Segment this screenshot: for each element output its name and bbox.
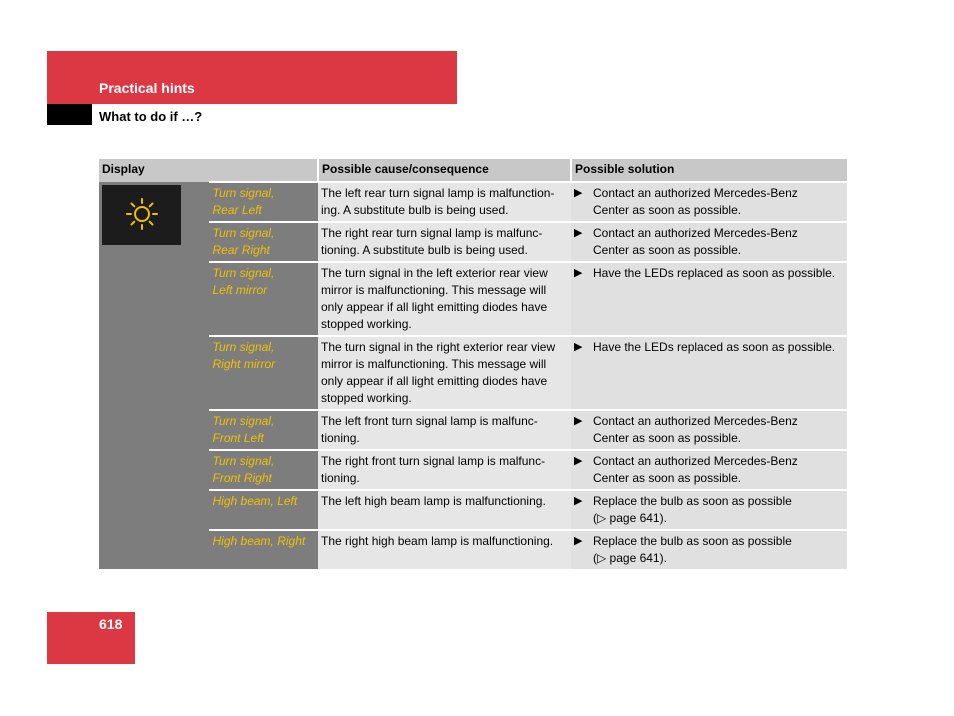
message-line: Turn signal, xyxy=(212,454,275,468)
page-number: 618 xyxy=(99,616,123,632)
message-line: Turn signal, xyxy=(212,186,275,200)
cause-cell: The turn signal in the left exterior rear view mirror is malfunctioning. This message will only appear if all light emitting diodes have stopped working. xyxy=(318,262,571,336)
page-reference-link[interactable]: (▷ page 641). xyxy=(593,551,667,565)
table-row xyxy=(99,490,847,530)
display-message xyxy=(209,530,319,569)
display-message xyxy=(209,450,319,490)
message-line: Left mirror xyxy=(212,283,268,297)
solution-line: Center as soon as possible. xyxy=(593,203,742,217)
message-line: Rear Right xyxy=(212,243,270,257)
display-message xyxy=(209,182,319,222)
display-icon-cell xyxy=(99,182,209,569)
solution-cell xyxy=(571,490,847,530)
solution-line: Have the LEDs replaced as soon as possible. xyxy=(593,266,836,280)
column-header-solution: Possible solution xyxy=(571,159,847,182)
display-message xyxy=(209,262,319,336)
solution-cell xyxy=(571,262,847,336)
solution-line: Contact an authorized Mercedes-Benz xyxy=(593,186,798,200)
display-icon-box xyxy=(102,185,181,245)
message-line: Turn signal, xyxy=(212,414,275,428)
solution-line: Have the LEDs replaced as soon as possible. xyxy=(593,340,836,354)
section-title: Practical hints xyxy=(99,80,195,96)
message-line: Rear Left xyxy=(212,203,262,217)
table-row xyxy=(99,182,847,222)
cause-cell: The right high beam lamp is malfunctioning. xyxy=(318,530,571,569)
table-row xyxy=(99,336,847,410)
bullet-arrow-icon: ▶ xyxy=(574,187,583,199)
solution-line: Replace the bulb as soon as possible xyxy=(593,534,792,548)
table-row xyxy=(99,222,847,262)
solution-cell xyxy=(571,450,847,490)
cause-cell: The left rear turn signal lamp is malfunction-ing. A substitute bulb is being used. xyxy=(318,182,571,222)
bullet-arrow-icon: ▶ xyxy=(574,267,583,279)
message-line: High beam, Left xyxy=(212,494,298,508)
table-header-row xyxy=(99,159,847,182)
message-line: Turn signal, xyxy=(212,266,275,280)
solution-line: Center as soon as possible. xyxy=(593,243,742,257)
bullet-arrow-icon: ▶ xyxy=(574,455,583,467)
page-reference-link[interactable]: (▷ page 641). xyxy=(593,511,667,525)
display-message xyxy=(209,336,319,410)
bullet-arrow-icon: ▶ xyxy=(574,495,583,507)
message-line: Turn signal, xyxy=(212,340,275,354)
bullet-arrow-icon: ▶ xyxy=(574,535,583,547)
message-line: High beam, Right xyxy=(212,534,306,548)
bullet-arrow-icon: ▶ xyxy=(574,227,583,239)
table-row xyxy=(99,410,847,450)
message-line: Front Right xyxy=(212,471,272,485)
solution-line: Contact an authorized Mercedes-Benz xyxy=(593,454,798,468)
cause-cell: The turn signal in the right exterior rear view mirror is malfunctioning. This message will only appear if all light emitting diodes have stopped working. xyxy=(318,336,571,410)
section-marker xyxy=(47,104,92,125)
message-line: Turn signal, xyxy=(212,226,275,240)
page-subtitle: What to do if …? xyxy=(99,109,203,124)
solution-line: Replace the bulb as soon as possible xyxy=(593,494,792,508)
column-header-display: Display xyxy=(99,159,318,182)
message-line: Right mirror xyxy=(212,357,276,371)
bullet-arrow-icon: ▶ xyxy=(574,415,583,427)
solution-cell xyxy=(571,336,847,410)
table-row xyxy=(99,262,847,336)
cause-cell: The right front turn signal lamp is malfunc-tioning. xyxy=(318,450,571,490)
table-row xyxy=(99,530,847,569)
solution-line: Contact an authorized Mercedes-Benz xyxy=(593,226,798,240)
bullet-arrow-icon: ▶ xyxy=(574,341,583,353)
solution-line: Center as soon as possible. xyxy=(593,431,742,445)
hints-table xyxy=(99,159,847,569)
cause-cell: The left high beam lamp is malfunctioning. xyxy=(318,490,571,530)
turn-signal-bulb-icon xyxy=(122,195,162,235)
solution-cell xyxy=(571,530,847,569)
display-message xyxy=(209,490,319,530)
solution-line: Center as soon as possible. xyxy=(593,471,742,485)
solution-line: Contact an authorized Mercedes-Benz xyxy=(593,414,798,428)
solution-cell xyxy=(571,410,847,450)
table-row xyxy=(99,450,847,490)
cause-cell: The left front turn signal lamp is malfunc-tioning. xyxy=(318,410,571,450)
cause-cell: The right rear turn signal lamp is malfunc-tioning. A substitute bulb is being used. xyxy=(318,222,571,262)
solution-cell xyxy=(571,182,847,222)
column-header-cause: Possible cause/consequence xyxy=(318,159,571,182)
solution-cell xyxy=(571,222,847,262)
display-message xyxy=(209,222,319,262)
header-band xyxy=(47,51,457,104)
display-message xyxy=(209,410,319,450)
message-line: Front Left xyxy=(212,431,264,445)
